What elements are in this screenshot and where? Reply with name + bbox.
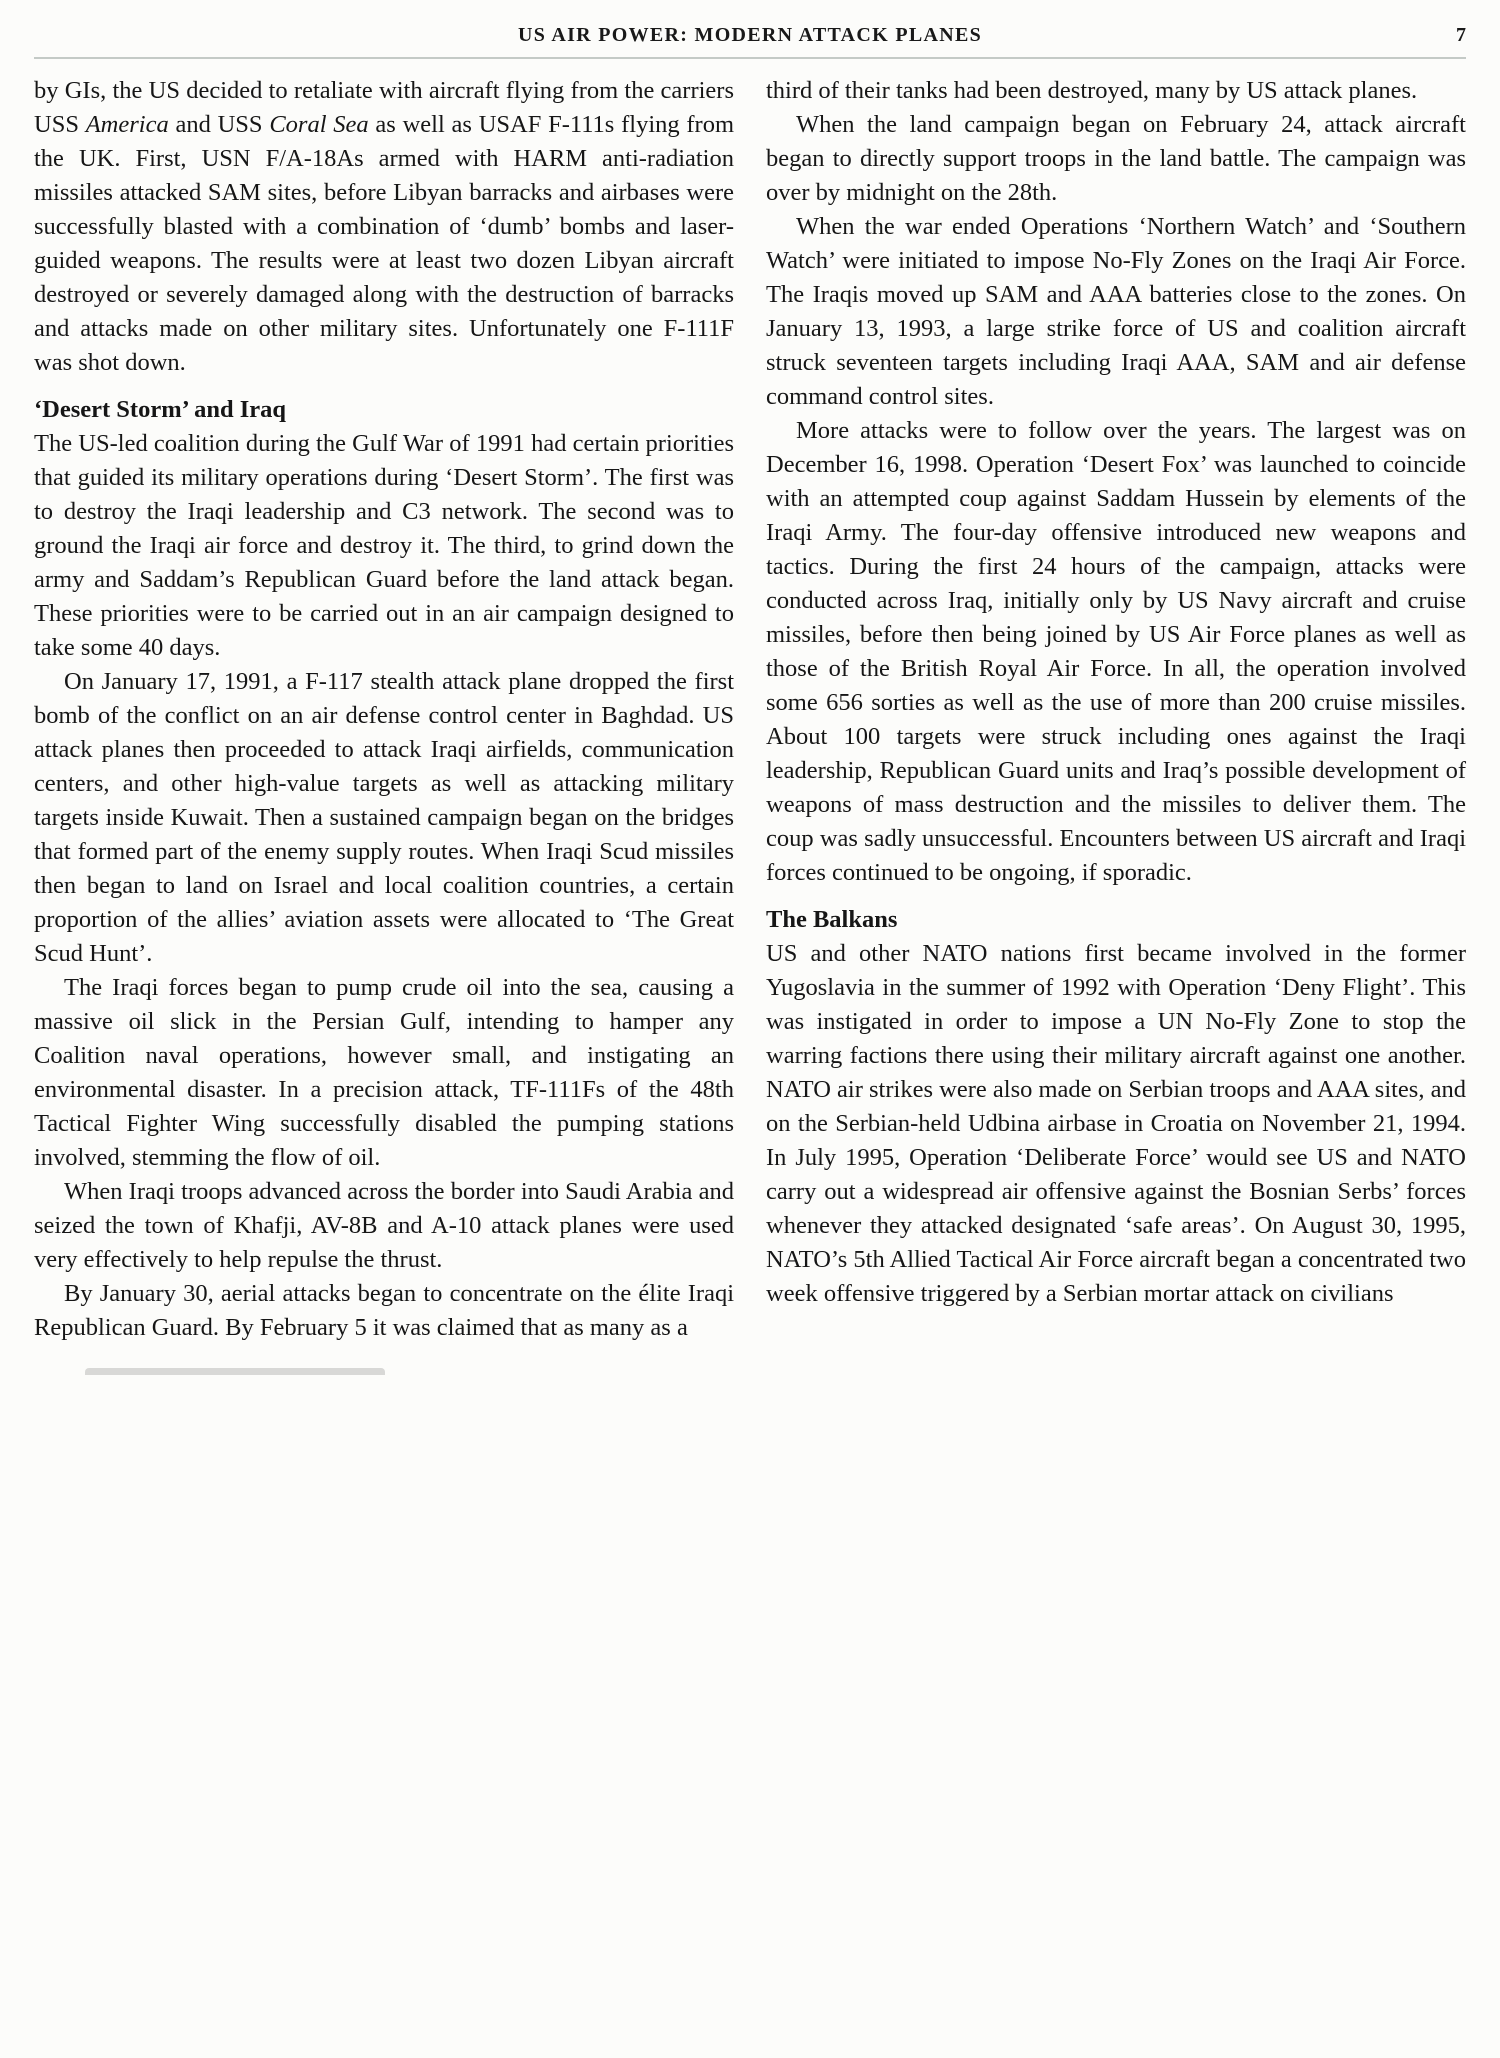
page-number: 7 [1456,24,1466,46]
paragraph: More attacks were to follow over the years. The largest was on December 16, 1998. Operation ‘Desert Fox’ was launched to coincide with an attempted coup against Saddam Hussein by elements of the Iraqi Army. The four-day offensive introduced new weapons and tactics. During the first 24 hours of the campaign, attacks were conducted across Iraq, initially only by US Navy aircraft and cruise missiles, before then being joined by US Air Force planes as well as those of the British Royal Air Force. In all, the operation involved some 656 sorties as well as the use of more than 200 cruise missiles. About 100 targets were struck including ones against the Iraqi leadership, Republican Guard units and Iraq’s possible development of weapons of mass destruction and the missiles to deliver them. The coup was sadly unsuccessful. Encounters between US aircraft and Iraqi forces continued to be ongoing, if sporadic. [766,417,1466,886]
page-header [34,24,1466,60]
italic-text-run: Coral Sea [269,111,369,138]
paragraph: The Iraqi forces began to pump crude oil into the sea, causing a massive oil slick in the Persian Gulf, intending to hamper any Coalition naval operations, however small, and instigating an environmental disaster. In a precision attack, TF-111Fs of the 48th Tactical Fighter Wing successfully disabled the pumping stations involved, stemming the flow of oil. [34,974,734,1171]
paragraph: By January 30, aerial attacks began to concentrate on the élite Iraqi Republican Guard. By February 5 it was claimed that as many as a [34,1280,734,1341]
paragraph: When the land campaign began on February 24, attack aircraft began to directly support troops in the land battle. The campaign was over by midnight on the 28th. [766,111,1466,206]
right-column [766,74,1466,1345]
section-heading: ‘Desert Storm’ and Iraq [34,396,286,423]
section-heading: The Balkans [766,906,898,933]
paragraph [34,74,734,380]
scan-artifact [85,1368,385,1375]
paragraph: When Iraqi troops advanced across the border into Saudi Arabia and seized the town of Khafji, AV-8B and A-10 attack planes were used very effectively to help repulse the thrust. [34,1178,734,1273]
paragraph: third of their tanks had been destroyed, many by US attack planes. [766,77,1418,104]
text-run: by GIs, the US decided to retaliate with aircraft flying from the carriers USS [34,77,734,138]
text-run: and USS [168,111,270,138]
paragraph: US and other NATO nations first became involved in the former Yugoslavia in the summer of 1992 with Operation ‘Deny Flight’. This was instigated in order to impose a UN No-Fly Zone to stop the warring factions there using their military aircraft against one another. NATO air strikes were also made on Serbian troops and AAA sites, and on the Serbian-held Udbina airbase in Croatia on November 21, 1994. In July 1995, Operation ‘Deliberate Force’ would see US and NATO carry out a widespread air offensive against the Bosnian Serbs’ forces whenever they attacked designated ‘safe areas’. On August 30, 1995, NATO’s 5th Allied Tactical Air Force aircraft began a concentrated two week offensive triggered by a Serbian mortar attack on civilians [766,940,1466,1307]
running-title: US AIR POWER: MODERN ATTACK PLANES [517,24,983,46]
paragraph: The US-led coalition during the Gulf War of 1991 had certain priorities that guided its military operations during ‘Desert Storm’. The first was to destroy the Iraqi leadership and C3 network. The second was to ground the Iraqi air force and destroy it. The third, to grind down the army and Saddam’s Republican Guard before the land attack began. These priorities were to be carried out in an air campaign designed to take some 40 days. [34,430,734,661]
header-row [34,24,1466,52]
header-rule [34,57,1466,59]
paragraph: When the war ended Operations ‘Northern Watch’ and ‘Southern Watch’ were initiated to impose No-Fly Zones on the Iraqi Air Force. The Iraqis moved up SAM and AAA batteries close to the zones. On January 13, 1993, a large strike force of US and coalition aircraft struck seventeen targets including Iraqi AAA, SAM and air defense command control sites. [766,213,1466,410]
italic-text-run: America [85,111,169,138]
text-columns [34,74,1466,1345]
left-column [34,74,734,1345]
paragraph: On January 17, 1991, a F-117 stealth attack plane dropped the first bomb of the conflict on an air defense control center in Baghdad. US attack planes then proceeded to attack Iraqi airfields, communication centers, and other high-value targets as well as attacking military targets inside Kuwait. Then a sustained campaign began on the bridges that formed part of the enemy supply routes. When Iraqi Scud missiles then began to land on Israel and local coalition countries, a certain proportion of the allies’ aviation assets were allocated to ‘The Great Scud Hunt’. [34,668,734,967]
text-run: as well as USAF F-111s flying from the UK. First, USN F/A-18As armed with HARM anti-radiation missiles attacked SAM sites, before Libyan barracks and airbases were successfully blasted with a combination of ‘dumb’ bombs and laser-guided weapons. The results were at least two dozen Libyan aircraft destroyed or severely damaged along with the destruction of barracks and attacks made on other military sites. Unfortunately one F-111F was shot down. [34,111,735,376]
